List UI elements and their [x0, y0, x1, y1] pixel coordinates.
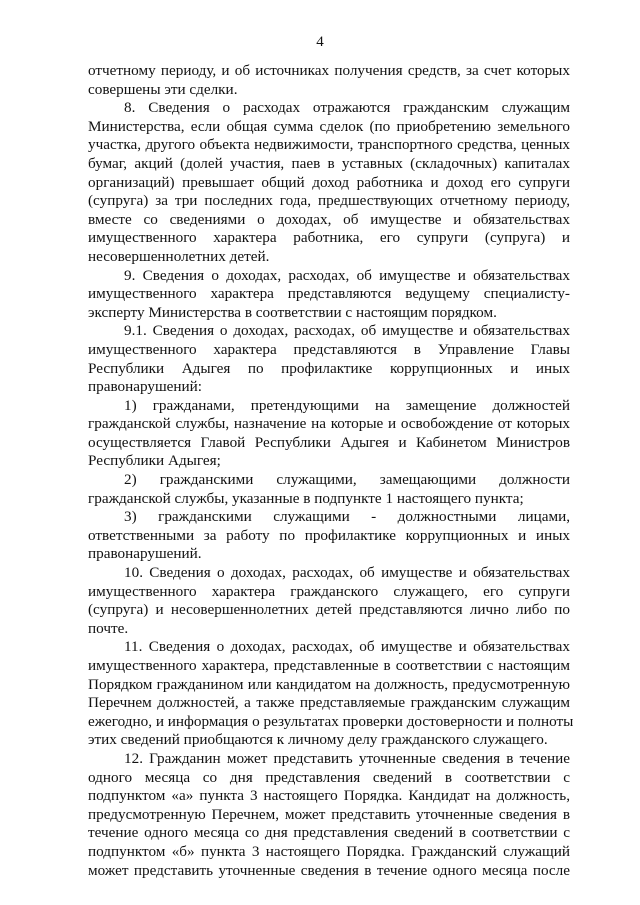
text-line: Республики Адыгея по профилактике коррупционных и иных	[88, 359, 570, 377]
text-line: (супруга) за три последних года, предшествующих отчетному периоду,	[88, 192, 570, 210]
text-line: этих сведений приобщаются к личному делу гражданского служащего.	[88, 731, 548, 749]
text-line: имущественного характера представляются ведущему специалисту-	[88, 285, 570, 303]
text-line: 8. Сведения о расходах отражаются гражданским служащим	[124, 99, 570, 117]
text-line: 2) гражданскими служащими, замещающими должности	[124, 471, 570, 489]
text-line: организаций) превышает общий доход работника и доход его супруги	[88, 173, 570, 191]
text-line: имущественного характера работника, его супруги (супруга) и	[88, 229, 570, 247]
text-line: подпунктом «б» пункта 3 настоящего Порядка. Гражданский служащий	[88, 842, 570, 860]
text-line: гражданской службы, назначение на которые и освобождение от которых	[88, 415, 570, 433]
text-line: ежегодно, и информация о результатах проверки достоверности и полноты	[88, 712, 574, 730]
text-line: ответственными за работу по профилактике коррупционных и иных	[88, 526, 570, 544]
text-line: гражданской службы, указанные в подпункте 1 настоящего пункта;	[88, 489, 524, 507]
text-line: отчетному периоду, и об источниках получения средств, за счет которых	[88, 62, 570, 79]
document-body	[88, 62, 574, 880]
text-line: Министерства, если общая сумма сделок (по приобретению земельного	[88, 117, 570, 135]
text-line: подпунктом «а» пункта 3 настоящего Порядка. Кандидат на должность,	[88, 787, 570, 805]
text-line: правонарушений:	[88, 378, 203, 396]
text-line: Республики Адыгея;	[88, 452, 221, 470]
text-line: бумаг, акций (долей участия, паев в уставных (складочных) капиталах	[88, 154, 570, 172]
text-line: правонарушений.	[88, 545, 202, 563]
text-line: почте.	[88, 619, 129, 637]
text-line: несовершеннолетних детей.	[88, 247, 270, 265]
text-line: (супруга) и несовершеннолетних детей представляются лично либо по	[88, 601, 570, 619]
text-line: 11. Сведения о доходах, расходах, об имуществе и обязательствах	[124, 638, 570, 656]
text-line: Перечнем должностей, а также представляемые гражданским служащим	[88, 694, 570, 712]
text-line: 9.1. Сведения о доходах, расходах, об имуществе и обязательствах	[124, 322, 570, 340]
text-line: предусмотренную Перечнем, может представить уточненные сведения в	[88, 805, 570, 823]
text-line: 3) гражданскими служащими - должностными лицами,	[124, 508, 570, 526]
text-line: Порядком гражданином или кандидатом на должность, предусмотренную	[88, 675, 570, 693]
text-line: 10. Сведения о доходах, расходах, об имуществе и обязательствах	[124, 564, 570, 582]
text-line: осуществляется Главой Республики Адыгея и Кабинетом Министров	[88, 433, 570, 451]
text-line: эксперту Министерства в соответствии с настоящим порядком.	[88, 303, 497, 321]
text-line: вместе со сведениями о доходах, об имуществе и обязательствах	[88, 210, 570, 228]
text-line: одного месяца со дня представления сведений в соответствии с	[88, 768, 570, 786]
text-line: участка, другого объекта недвижимости, транспортного средства, ценных	[88, 136, 570, 154]
text-line: имущественного характера, представленные в соответствии с настоящим	[88, 657, 570, 674]
page-number: 4	[316, 34, 324, 50]
text-line: совершены эти сделки.	[88, 80, 238, 98]
text-line: 9. Сведения о доходах, расходах, об имуществе и обязательствах	[124, 266, 570, 284]
text-line: 1) гражданами, претендующими на замещение должностей	[124, 396, 570, 414]
text-line: течение одного месяца со дня представления сведений в соответствии с	[88, 824, 570, 842]
text-line: имущественного характера гражданского служащего, его супруги	[88, 582, 570, 600]
text-line: может представить уточненные сведения в течение одного месяца после	[88, 861, 570, 879]
text-line: 12. Гражданин может представить уточненные сведения в течение	[124, 749, 570, 767]
text-line: имущественного характера представляются в Управление Главы	[88, 340, 570, 358]
